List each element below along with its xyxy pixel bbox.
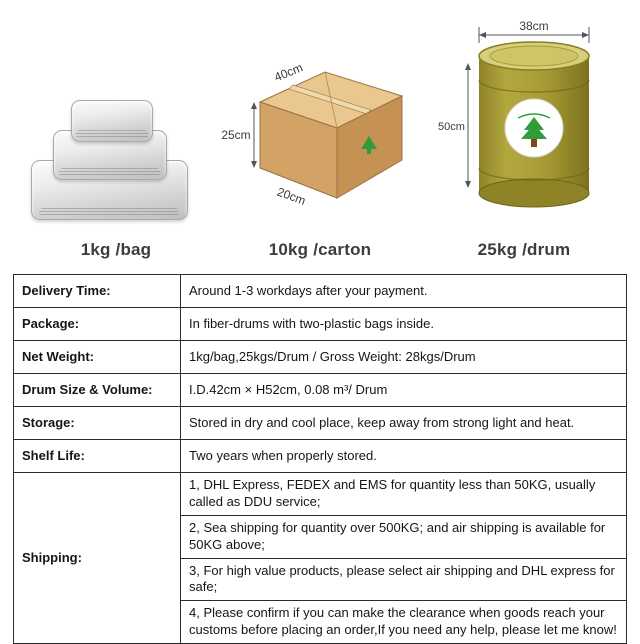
row-label-net-weight: Net Weight:	[14, 341, 181, 374]
packaging-illustrations	[0, 0, 640, 260]
row-value-package: In fiber-drums with two-plastic bags inside.	[181, 308, 627, 341]
shipping-item-2: 2, Sea shipping for quantity over 500KG; and air shipping is available for 50KG above;	[181, 515, 627, 558]
row-label-package: Package:	[14, 308, 181, 341]
table-row	[14, 341, 627, 374]
drum-height-dimension: 50cm	[438, 121, 465, 133]
table-row	[14, 407, 627, 440]
shipping-item-4: 4, Please confirm if you can make the clearance when goods reach your customs before placing an order,If you need any help, please let me know!	[181, 601, 627, 644]
table-row-shipping	[14, 473, 627, 516]
table-row	[14, 275, 627, 308]
row-value-drum-size-volume: I.D.42cm × H52cm, 0.08 m³/ Drum	[181, 374, 627, 407]
row-label-shelf-life: Shelf Life:	[14, 440, 181, 473]
drum-tree-logo-icon	[505, 99, 563, 157]
table-row	[14, 308, 627, 341]
bag-label: 1kg /bag	[80, 240, 152, 259]
carton-figure-area	[218, 18, 422, 218]
drum-label: 25kg /drum	[477, 240, 571, 259]
row-value-delivery-time: Around 1-3 workdays after your payment.	[181, 275, 627, 308]
drum-packaging	[422, 18, 626, 260]
row-label-drum-size-volume: Drum Size & Volume:	[14, 374, 181, 407]
drum-figure-area	[422, 18, 626, 218]
table-row	[14, 374, 627, 407]
row-value-shelf-life: Two years when properly stored.	[181, 440, 627, 473]
carton-height-dimension: 25cm	[221, 128, 251, 142]
shipping-item-3: 3, For high value products, please select air shipping and DHL express for safe;	[181, 558, 627, 601]
foil-bags-illustration	[29, 98, 204, 218]
drum-illustration	[434, 18, 614, 218]
row-value-storage: Stored in dry and cool place, keep away from strong light and heat.	[181, 407, 627, 440]
row-label-storage: Storage:	[14, 407, 181, 440]
table-row	[14, 440, 627, 473]
carton-label: 10kg /carton	[268, 240, 372, 259]
shipping-item-1: 1, DHL Express, FEDEX and EMS for quantity less than 50KG, usually called as DDU service;	[181, 473, 627, 516]
drum-diameter-dimension: 38cm	[519, 19, 549, 33]
product-info-table	[13, 274, 627, 644]
row-label-shipping: Shipping:	[14, 473, 181, 644]
carton-box-illustration	[220, 50, 420, 218]
foil-bag-small	[71, 100, 153, 142]
carton-length-dimension: 40cm	[272, 60, 305, 85]
row-label-delivery-time: Delivery Time:	[14, 275, 181, 308]
row-value-net-weight: 1kg/bag,25kgs/Drum / Gross Weight: 28kgs/Drum	[181, 341, 627, 374]
carton-packaging	[218, 18, 422, 260]
bag-packaging	[14, 18, 218, 260]
carton-width-dimension: 20cm	[275, 184, 308, 208]
bag-figure-area	[14, 18, 218, 218]
